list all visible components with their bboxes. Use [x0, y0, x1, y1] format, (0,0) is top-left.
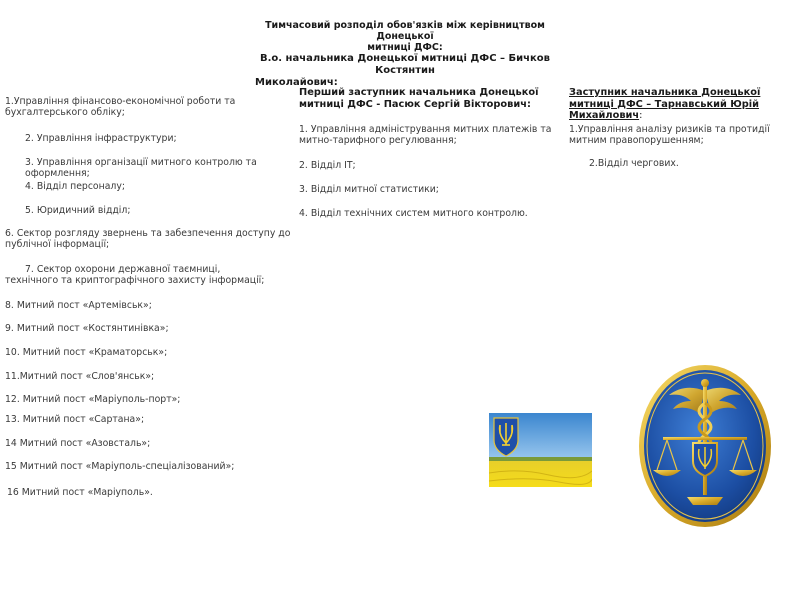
- left-item-13: 13. Митний пост «Сартана»;: [5, 414, 145, 425]
- left-item-11: 11.Митний пост «Слов'янськ»;: [5, 371, 155, 382]
- left-item-8: 8. Митний пост «Артемівськ»;: [5, 300, 152, 311]
- first-deputy-heading: Перший заступник начальника Донецької митниці ДФС - Пасюк Сергій Вікторович:: [299, 87, 539, 110]
- left-item-5: 5. Юридичний відділ;: [25, 205, 131, 216]
- left-item-7: 7. Сектор охорони державної таємниці, технічного та криптографічного захисту інформації;: [5, 264, 265, 286]
- trident-shield-icon: [494, 418, 518, 456]
- deputy-heading: [569, 87, 800, 122]
- right-item-1: 1.Управління аналізу ризиків та протидії митним правопорушенням;: [569, 124, 770, 146]
- left-item-2: 2. Управління інфраструктури;: [25, 133, 177, 144]
- customs-service-emblem-icon: [637, 363, 773, 529]
- middle-item-2: 2. Відділ ІТ;: [299, 160, 356, 171]
- left-item-14: 14 Митний пост «Азовсталь»;: [5, 438, 151, 449]
- left-item-12: 12. Митний пост «Маріуполь-порт»;: [5, 394, 181, 405]
- title-line-2: митниці ДФС:: [367, 42, 443, 53]
- title-line-1: Тимчасовий розподіл обов'язків між керівництвом Донецької: [265, 20, 545, 42]
- middle-item-4: 4. Відділ технічних систем митного контролю.: [299, 208, 528, 219]
- field-image-svg: [489, 413, 592, 487]
- left-item-1: 1.Управління фінансово-економічної роботи та бухгалтерського обліку;: [5, 96, 236, 118]
- right-item-2: 2.Відділ чергових.: [589, 158, 679, 169]
- left-item-9: 9. Митний пост «Костянтинівка»;: [5, 323, 169, 334]
- page-title: [255, 20, 555, 89]
- left-item-16: 16 Митний пост «Маріуполь».: [7, 487, 153, 498]
- left-item-3: 3. Управління організації митного контролю та оформлення;: [25, 157, 257, 179]
- deputy-heading-colon: :: [639, 110, 643, 121]
- middle-item-3: 3. Відділ митної статистики;: [299, 184, 439, 195]
- left-item-4: 4. Відділ персоналу;: [25, 181, 125, 192]
- left-item-15: 15 Митний пост «Маріуполь-спеціалізований»;: [5, 461, 235, 472]
- left-item-10: 10. Митний пост «Краматорськ»;: [5, 347, 168, 358]
- title-line-4: Миколайович:: [255, 77, 338, 88]
- deputy-heading-text: Заступник начальника Донецької митниці ДФС – Тарнавський Юрій Михайлович: [569, 87, 761, 121]
- emblem-svg: [637, 363, 773, 529]
- title-line-3: В.о. начальника Донецької митниці ДФС – Бичков Костянтин: [259, 53, 550, 76]
- middle-item-1: 1. Управління адміністрування митних платежів та митно-тарифного регулювання;: [299, 124, 552, 146]
- left-item-6: 6. Сектор розгляду звернень та забезпечення доступу до публічної інформації;: [5, 228, 291, 250]
- ukraine-field-image: [489, 413, 592, 487]
